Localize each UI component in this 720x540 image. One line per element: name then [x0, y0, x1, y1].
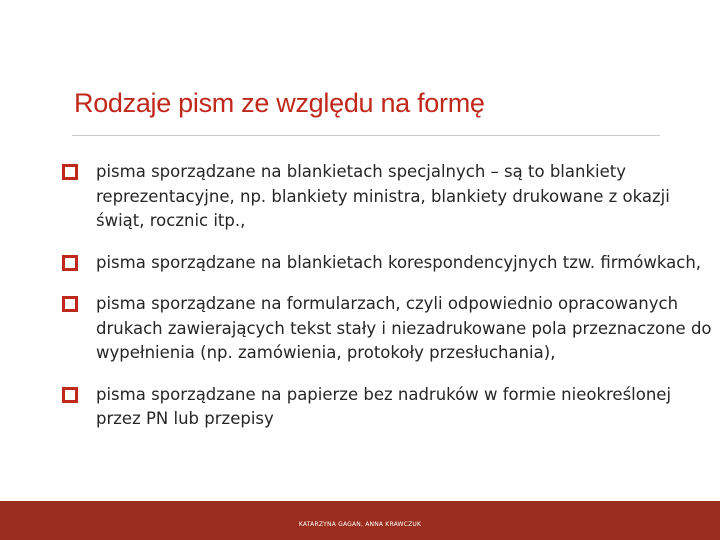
bullet-list [62, 160, 718, 449]
bullet-text: pisma sporządzane na blankietach specjalnych – są to blankiety reprezentacyjne, np. blankiety ministra, blankiety drukowane z okazji świąt, rocznic itp., [96, 162, 670, 230]
checkbox-square-icon [62, 387, 78, 403]
slide-title: Rodzaje pism ze względu na formę [74, 88, 485, 118]
bullet-item [62, 383, 718, 432]
bullet-text: pisma sporządzane na formularzach, czyli odpowiednio opracowanych drukach zawierających tekst stały i niezadrukowane pola przeznaczone do wypełnienia (np. zamówienia, protokoły przesłuchania), [96, 294, 712, 362]
footer-bar [0, 501, 720, 540]
checkbox-square-icon [62, 164, 78, 180]
footer-authors: KATARZYNA GAGAN, ANNA KRAWCZUK [298, 521, 422, 528]
bullet-item [62, 292, 718, 366]
bullet-text: pisma sporządzane na papierze bez nadruków w formie nieokreślonej przez PN lub przepisy [96, 384, 672, 428]
bullet-item [62, 251, 718, 276]
checkbox-square-icon [62, 255, 78, 271]
title-divider [72, 135, 660, 136]
checkbox-square-icon [62, 296, 78, 312]
bullet-item [62, 160, 718, 234]
bullet-text: pisma sporządzane na blankietach korespondencyjnych tzw. firmówkach, [96, 252, 702, 272]
